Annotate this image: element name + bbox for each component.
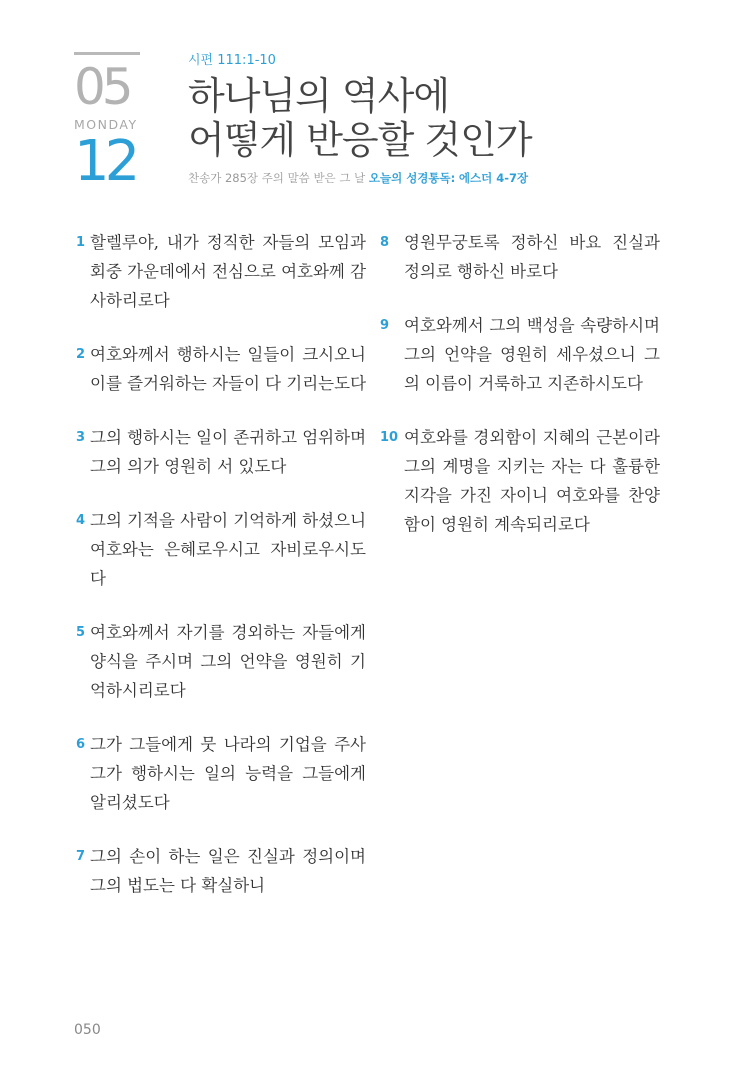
verse-number: 2 bbox=[76, 347, 86, 362]
verse-number: 9 bbox=[380, 318, 390, 333]
verse-column-right bbox=[380, 228, 660, 564]
verse-text: 그의 기적을 사람이 기억하게 하셨으니 여호와는 은혜로우시고 자비로우시도다 bbox=[90, 511, 367, 588]
weekday-label: MONDAY bbox=[74, 117, 138, 132]
verse bbox=[380, 311, 660, 398]
verse-number: 8 bbox=[380, 235, 390, 250]
date-block bbox=[74, 52, 140, 193]
verse bbox=[380, 423, 660, 539]
verse-text: 그가 그들에게 뭇 나라의 기업을 주사 그가 행하시는 일의 능력을 그들에게 알리셨도다 bbox=[90, 735, 366, 812]
today-reading-label: 오늘의 성경통독: bbox=[368, 171, 456, 185]
verse-text: 여호와께서 행하시는 일들이 크시오니 이를 즐거워하는 자들이 다 기리는도다 bbox=[90, 345, 367, 393]
hymn-text: 찬송가 285장 주의 말씀 받은 그 날 bbox=[188, 171, 366, 185]
title-line-1: 하나님의 역사에 bbox=[188, 74, 450, 118]
verse bbox=[76, 842, 366, 900]
title-line-2: 어떻게 반응할 것인가 bbox=[188, 118, 532, 162]
today-reading bbox=[369, 171, 528, 185]
verse-text: 그의 행하시는 일이 존귀하고 엄위하며 그의 의가 영원히 서 있도다 bbox=[90, 428, 367, 476]
page-number: 050 bbox=[74, 1022, 101, 1038]
verse-text: 여호와께서 자기를 경외하는 자들에게 양식을 주시며 그의 언약을 영원히 기억하시리로다 bbox=[90, 623, 366, 700]
verse bbox=[76, 506, 366, 593]
scripture-reference: 시편 111:1-10 bbox=[188, 53, 276, 68]
verse-column-left bbox=[76, 228, 366, 925]
page-title bbox=[188, 74, 708, 162]
today-reading-value: 에스더 4-7장 bbox=[458, 171, 529, 185]
verse-text: 여호와를 경외함이 지혜의 근본이라 그의 계명을 지키는 자는 다 훌륭한 지각을 가진 자이니 여호와를 찬양함이 영원히 계속되리로다 bbox=[404, 428, 660, 534]
subtitle bbox=[188, 170, 708, 186]
verse bbox=[76, 228, 366, 315]
month-number: 05 bbox=[74, 58, 130, 116]
top-rule bbox=[74, 52, 140, 55]
verse-text: 여호와께서 그의 백성을 속량하시며 그의 언약을 영원히 세우셨으니 그의 이름이 거룩하고 지존하시도다 bbox=[404, 316, 660, 393]
verse-number: 4 bbox=[76, 513, 86, 528]
verse bbox=[76, 730, 366, 817]
page-header bbox=[188, 52, 708, 186]
verse bbox=[380, 228, 660, 286]
verse-number: 10 bbox=[380, 430, 399, 445]
verse bbox=[76, 423, 366, 481]
verse-number: 3 bbox=[76, 430, 86, 445]
verse-text: 영원무궁토록 정하신 바요 진실과 정의로 행하신 바로다 bbox=[404, 233, 660, 281]
day-number: 12 bbox=[74, 129, 136, 194]
verse-number: 1 bbox=[76, 235, 86, 250]
verse-text: 할렐루야, 내가 정직한 자들의 모임과 회중 가운데에서 전심으로 여호와께 감사하리로다 bbox=[90, 233, 367, 310]
verse-number: 7 bbox=[76, 849, 86, 864]
verse-number: 6 bbox=[76, 737, 86, 752]
verse bbox=[76, 340, 366, 398]
verse-number: 5 bbox=[76, 625, 86, 640]
verse bbox=[76, 618, 366, 705]
verse-text: 그의 손이 하는 일은 진실과 정의이며 그의 법도는 다 확실하니 bbox=[90, 847, 366, 895]
